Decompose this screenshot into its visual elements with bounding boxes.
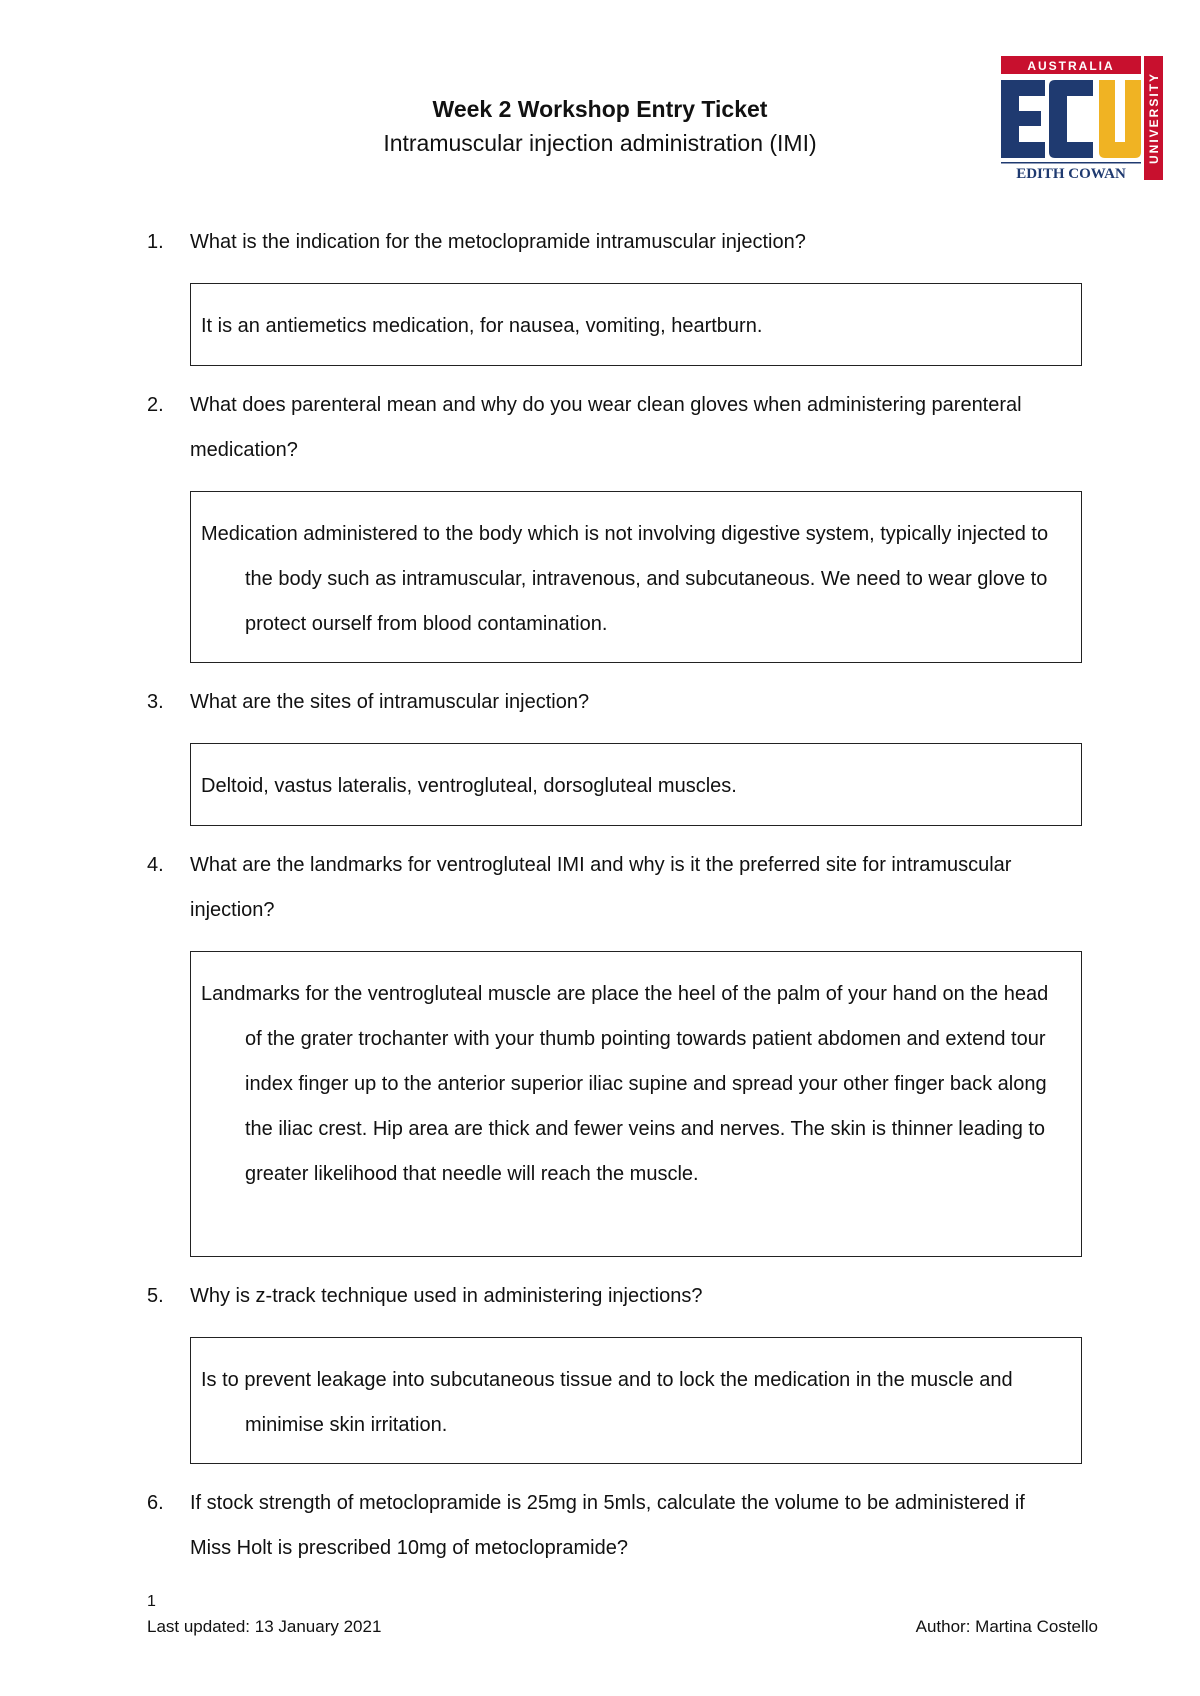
answer-text: Medication administered to the body which is not involving digestive system, typically injected to the body such as intramuscular, intravenous, and subcutaneous. We need to wear glove to protect ourself from blood contamination. — [201, 523, 1049, 635]
answer-box-2 — [190, 491, 1082, 663]
page-number: 1 — [147, 1593, 156, 1610]
question-number: 4. — [147, 854, 164, 876]
question-number: 2. — [147, 394, 164, 416]
question-5 — [147, 1274, 1067, 1319]
logo-top-text: AUSTRALIA — [1027, 59, 1115, 73]
logo-bottom-text: EDITH COWAN — [1016, 166, 1126, 180]
question-6 — [147, 1481, 1067, 1571]
document-subtitle: Intramuscular injection administration (IMI) — [383, 130, 817, 156]
question-4 — [147, 843, 1067, 933]
answer-text: Deltoid, vastus lateralis, ventrogluteal, dorsogluteal muscles. — [201, 775, 737, 797]
answer-text: Landmarks for the ventrogluteal muscle are place the heel of the palm of your hand on the head of the grater trochanter with your thumb pointing towards patient abdomen and extend tour index finger up to the anterior superior iliac supine and spread your other finger back along the iliac crest. Hip area are thick and fewer veins and nerves. The skin is thinner leading to greater likelihood that needle will reach the muscle. — [201, 983, 1049, 1185]
question-number: 6. — [147, 1492, 164, 1514]
footer-last-updated: Last updated: 13 January 2021 — [147, 1617, 382, 1636]
question-text: What does parenteral mean and why do you wear clean gloves when administering parenteral medication? — [190, 394, 1022, 461]
question-3 — [147, 680, 1067, 725]
question-number: 3. — [147, 691, 164, 713]
footer-author: Author: Martina Costello — [915, 1617, 1098, 1636]
question-2 — [147, 383, 1067, 473]
document-title: Week 2 Workshop Entry Ticket — [432, 96, 768, 122]
ecu-logo — [1001, 56, 1163, 180]
question-text: What are the landmarks for ventrogluteal IMI and why is it the preferred site for intramuscular injection? — [190, 854, 1012, 921]
question-text: What is the indication for the metoclopramide intramuscular injection? — [190, 231, 806, 253]
answer-box-5 — [190, 1337, 1082, 1464]
answer-text: It is an antiemetics medication, for nausea, vomiting, heartburn. — [201, 315, 763, 337]
question-1 — [147, 220, 1067, 265]
answer-box-4 — [190, 951, 1082, 1257]
answer-box-1 — [190, 283, 1082, 366]
question-number: 5. — [147, 1285, 164, 1307]
logo-side-text: UNIVERSITY — [1147, 71, 1161, 165]
question-text: If stock strength of metoclopramide is 25mg in 5mls, calculate the volume to be administered if Miss Holt is prescribed 10mg of metoclopramide? — [190, 1492, 1025, 1559]
logo-e-letter — [1001, 80, 1045, 158]
question-number: 1. — [147, 231, 164, 253]
question-text: What are the sites of intramuscular injection? — [190, 691, 590, 713]
question-text: Why is z-track technique used in administering injections? — [190, 1285, 703, 1307]
answer-text: Is to prevent leakage into subcutaneous tissue and to lock the medication in the muscle and minimise skin irritation. — [201, 1369, 1013, 1436]
answer-box-3 — [190, 743, 1082, 826]
